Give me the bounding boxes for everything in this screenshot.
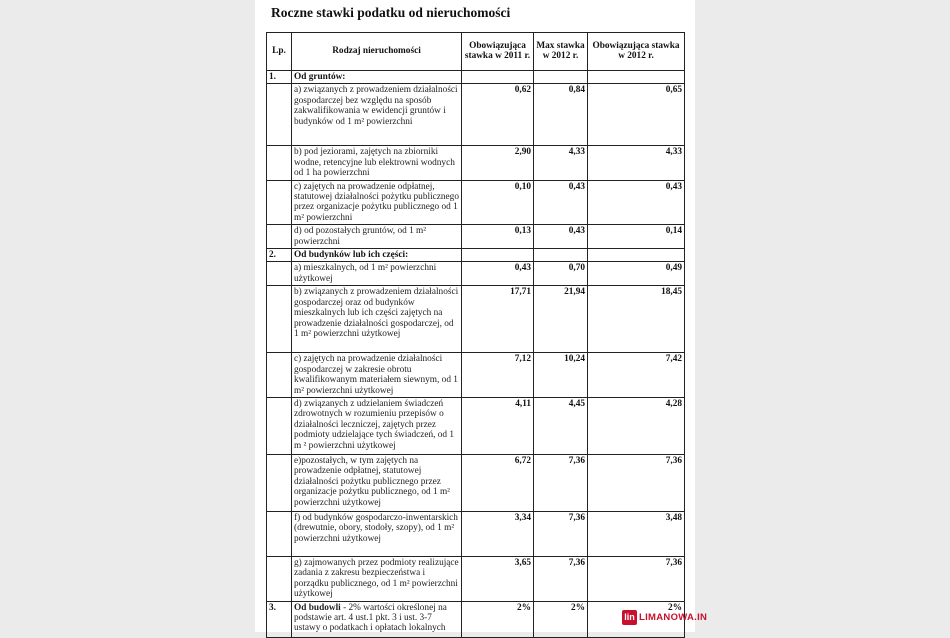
row-rate-2011: 7,12 <box>462 353 534 398</box>
table-row <box>267 454 685 511</box>
row-description: b) związanych z prowadzeniem działalności gospodarczej oraz od budynków mieszkalnych lub ich części zajętych na prowadzenie działalności gospodarczej, od 1 m² powierzchni użytkowej <box>292 286 462 353</box>
row-description: b) pod jeziorami, zajętych na zbiorniki wodne, retencyjne lub elektrowni wodnych od 1 ha powierzchni <box>292 146 462 180</box>
table-body <box>267 71 685 638</box>
row-max-rate-2012: 7,36 <box>534 556 588 601</box>
row-rate-2011: 0,62 <box>462 84 534 146</box>
header-rate-2011: Obowiązująca stawka w 2011 r. <box>462 33 534 71</box>
limanowa-watermark <box>622 609 707 625</box>
row-description: e)pozostałych, w tym zajętych na prowadzenie odpłatnej, statutowej działalności pożytku publicznego przez organizacje pożytku publicznego, od 1 m² powierzchni użytkowej <box>292 454 462 511</box>
watermark-prefix: LIMANOWA <box>639 611 695 623</box>
table-row <box>267 262 685 286</box>
row-rate-2011: 0,10 <box>462 180 534 225</box>
row-rate-2012: 0,43 <box>588 180 685 225</box>
table-row <box>267 84 685 146</box>
row-lp <box>267 146 292 180</box>
row-max-rate-2012: 0,43 <box>534 180 588 225</box>
row-lp <box>267 180 292 225</box>
row-rate-2011: 3,34 <box>462 511 534 556</box>
row-rate-2011: 3,65 <box>462 556 534 601</box>
row-lp: 2. <box>267 249 292 262</box>
row-lp <box>267 454 292 511</box>
row-rate-2011 <box>462 249 534 262</box>
row-rate-2011: 4,11 <box>462 397 534 454</box>
row-description: a) związanych z prowadzeniem działalności gospodarczej bez względu na sposób zakwalifikowania w ewidencji gruntów i budynków od 1 m² powierzchni <box>292 84 462 146</box>
table-row <box>267 286 685 353</box>
row-description: c) zajętych na prowadzenie odpłatnej, statutowej działalności pożytku publicznego przez organizacje pożytku publicznego od 1 m² powierzchni <box>292 180 462 225</box>
table-row <box>267 353 685 398</box>
row-description: d) od pozostałych gruntów, od 1 m² powierzchni <box>292 225 462 249</box>
row-rate-2012: 7,42 <box>588 353 685 398</box>
row-lp <box>267 262 292 286</box>
row-lp <box>267 353 292 398</box>
row-max-rate-2012: 0,70 <box>534 262 588 286</box>
row-rate-2012: 2% <box>588 601 685 637</box>
row-rate-2011: 17,71 <box>462 286 534 353</box>
document-title: Roczne stawki podatku od nieruchomości <box>271 5 511 20</box>
row-rate-2012: 7,36 <box>588 454 685 511</box>
row-lp <box>267 84 292 146</box>
row-max-rate-2012: 0,84 <box>534 84 588 146</box>
row-rate-2011: 0,43 <box>462 262 534 286</box>
row-rate-2012: 7,36 <box>588 556 685 601</box>
row-rate-2012: 0,49 <box>588 262 685 286</box>
section-row <box>267 71 685 84</box>
row-rate-2012 <box>588 249 685 262</box>
row-rate-2012: 4,28 <box>588 397 685 454</box>
row-lp: 1. <box>267 71 292 84</box>
row-rate-2012: 18,45 <box>588 286 685 353</box>
watermark-suffix: .IN <box>694 611 708 623</box>
row-rate-2011: 2,90 <box>462 146 534 180</box>
row-description: Od gruntów: <box>292 71 462 84</box>
tax-rate-table <box>266 32 685 638</box>
row-rate-2011: 0,13 <box>462 225 534 249</box>
row-lp <box>267 225 292 249</box>
row-max-rate-2012: 10,24 <box>534 353 588 398</box>
header-rate-2012: Obowiązująca stawka w 2012 r. <box>588 33 685 71</box>
section-row <box>267 249 685 262</box>
row-max-rate-2012 <box>534 249 588 262</box>
table-row <box>267 180 685 225</box>
row-description: g) zajmowanych przez podmioty realizujące zadania z zakresu bezpieczeństwa i porządku publicznego, od 1 m² powierzchni użytkowej <box>292 556 462 601</box>
row-rate-2012: 3,48 <box>588 511 685 556</box>
row-rate-2011: 6,72 <box>462 454 534 511</box>
table-row <box>267 397 685 454</box>
row-lp <box>267 397 292 454</box>
row-max-rate-2012: 21,94 <box>534 286 588 353</box>
row-description: f) od budynków gospodarczo-inwentarskich (drewutnie, obory, stodoły, szopy), od 1 m² powierzchni użytkowej <box>292 511 462 556</box>
row-max-rate-2012: 0,43 <box>534 225 588 249</box>
table-row <box>267 511 685 556</box>
row-rate-2012: 0,65 <box>588 84 685 146</box>
table-row <box>267 146 685 180</box>
row-rate-2012 <box>588 71 685 84</box>
row-lp <box>267 511 292 556</box>
watermark-text <box>639 612 707 623</box>
row-rate-2012: 0,14 <box>588 225 685 249</box>
row-max-rate-2012: 7,36 <box>534 454 588 511</box>
row-description: d) związanych z udzielaniem świadczeń zdrowotnych w rozumieniu przepisów o działalności leczniczej, zajętych przez podmioty udzielające tych świadczeń, od 1 m ² powierzchni użytkowej <box>292 397 462 454</box>
row-lp <box>267 556 292 601</box>
header-lp: Lp. <box>267 33 292 71</box>
row-max-rate-2012: 7,36 <box>534 511 588 556</box>
watermark-badge-icon: lin <box>622 610 637 625</box>
row-description: a) mieszkalnych, od 1 m² powierzchni użytkowej <box>292 262 462 286</box>
row-description: Od budowli - 2% wartości określonej na podstawie art. 4 ust.1 pkt. 3 i ust. 3-7 ustawy o podatkach i opłatach lokalnych <box>292 601 462 637</box>
row-max-rate-2012: 4,33 <box>534 146 588 180</box>
row-max-rate-2012: 4,45 <box>534 397 588 454</box>
row-description: Od budynków lub ich części: <box>292 249 462 262</box>
table-row <box>267 225 685 249</box>
row-rate-2011 <box>462 71 534 84</box>
row-rate-2011: 2% <box>462 601 534 637</box>
row-max-rate-2012 <box>534 71 588 84</box>
row-lp: 3. <box>267 601 292 637</box>
table-row <box>267 556 685 601</box>
header-max-rate-2012: Max stawka w 2012 r. <box>534 33 588 71</box>
header-property-type: Rodzaj nieruchomości <box>292 33 462 71</box>
row-rate-2012: 4,33 <box>588 146 685 180</box>
row-max-rate-2012: 2% <box>534 601 588 637</box>
row-description: c) zajętych na prowadzenie działalności gospodarczej w zakresie obrotu kwalifikowanym materiałem siewnym, od 1 m² powierzchni użytkowej <box>292 353 462 398</box>
row-lp <box>267 286 292 353</box>
table-header-row <box>267 33 685 71</box>
row-description-lead: Od budowli <box>294 602 341 613</box>
